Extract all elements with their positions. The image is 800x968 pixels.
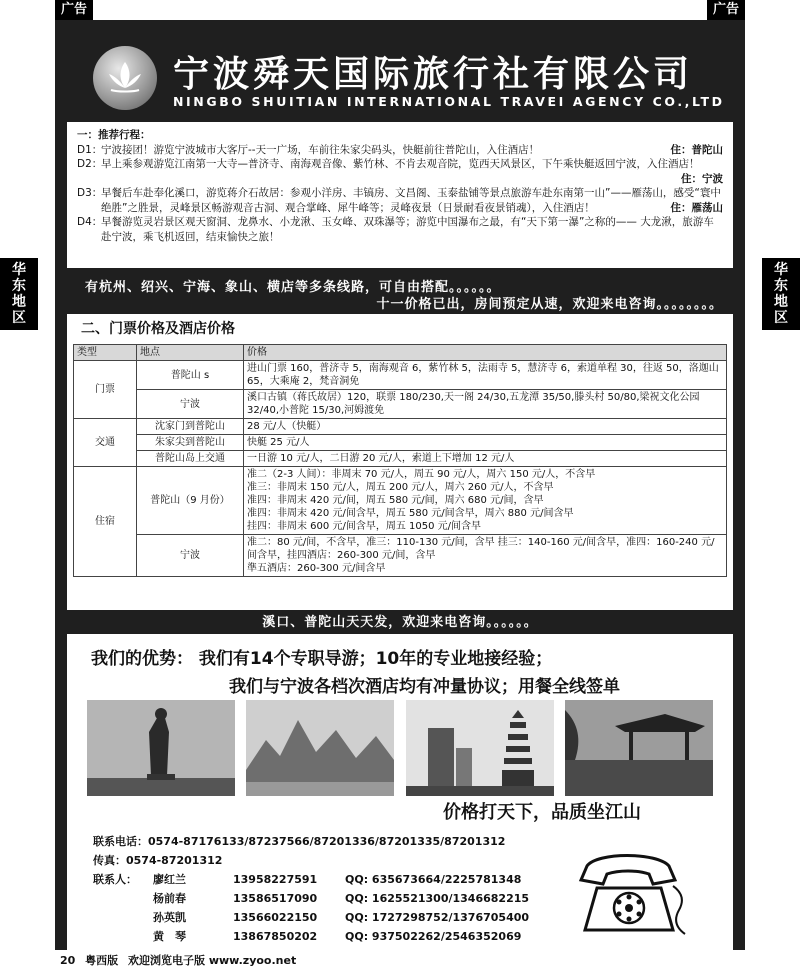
page-number: 20 [60, 954, 76, 967]
place-cell: 朱家尖到普陀山 [137, 435, 244, 451]
tel-label: 联系电话： [93, 835, 148, 848]
telephone-icon [557, 846, 697, 942]
place-cell: 普陀山（9 月份） [137, 467, 244, 535]
pavilion-photo [565, 700, 713, 796]
ad-tag: 广告 [707, 0, 745, 20]
fax-number: 0574-87201312 [126, 854, 223, 867]
contact-person [93, 908, 529, 927]
guanyin-statue-photo [87, 700, 235, 796]
ad-tag: 广告 [55, 0, 93, 20]
departure-banner: 溪口、普陀山天天发，欢迎来电咨询。。。。。。 [262, 615, 538, 630]
price-section-title: 二、门票价格及酒店价格 [81, 321, 235, 337]
col-header: 价格 [244, 345, 727, 361]
person-name: 黄 琴 [153, 930, 186, 943]
day-description: 早餐后车赴奉化溪口，游览蒋介石故居：参观小洋房、丰镐房、文昌阁、玉泰盐铺等景点旅游车赴东南第一山”——雁荡山，感受“寰中绝胜”之胜景，灵峰景区畅游观音古洞、观合掌峰、犀牛峰等；灵峰夜景（日景耐看夜景销魂），入住酒店！ [101, 187, 721, 214]
itinerary-heading: 一：推荐行程： [77, 129, 151, 141]
day-label: D2： [77, 158, 103, 170]
table-row [74, 435, 727, 451]
itinerary-day [77, 186, 723, 215]
price-cell: 一日游 10 元/人，二日游 20 元/人，索道上下增加 12 元/人 [244, 451, 727, 467]
table-row [74, 390, 727, 419]
type-cell: 门票 [74, 361, 137, 419]
person-qq: QQ: 1625521300/1346682215 [345, 892, 530, 905]
person-qq: QQ: 1727298752/1376705400 [345, 911, 530, 924]
company-name: 宁波舜天国际旅行社有限公司 [173, 54, 694, 95]
price-cell: 快艇 25 元/人 [244, 435, 727, 451]
table-row [74, 467, 727, 535]
company-header [55, 20, 745, 120]
advertisement-page [55, 20, 745, 950]
place-cell: 普陀山 s [137, 361, 244, 390]
table-row [74, 419, 727, 435]
contact-person [93, 927, 529, 946]
place-cell: 宁波 [137, 535, 244, 577]
col-header: 地点 [137, 345, 244, 361]
advantages-section [67, 634, 733, 950]
routes-banner: 有杭州、绍兴、宁海、象山、横店等多条线路，可自由搭配。。。。。。 十一价格已出，房间预定从速，欢迎来电咨询。。。。。。。。 [85, 280, 723, 312]
itinerary-day [77, 143, 723, 158]
day-description: 早餐游览灵岩景区观天窗洞、龙鼻水、小龙湫、玉女峰、双珠瀑等；游览中国瀑布之最，有“天下第一瀑”之称的—— 大龙湫，旅游车赴宁波，乘飞机返回，结束愉快之旅！ [101, 216, 714, 243]
contact-person [93, 870, 529, 889]
fax-label: 传真： [93, 854, 126, 867]
itinerary-day [77, 215, 723, 244]
website-label: 欢迎浏览电子版 www.zyoo.net [128, 954, 297, 967]
region-side-label: 华东地区 [762, 258, 800, 330]
day-stay: 住：雁荡山 [670, 201, 723, 214]
price-cell: 准二（2-3 人间）：非周末 70 元/人，周五 90 元/人，周六 150 元/人，不含早 准三：非周末 150 元/人，周五 200 元/人，周六 260 元/人，不含早 准四：非周末 420 元/间，周五 580 元/间，周六 680 元/间，含早 准四：非周末 420 元/间含早，周五 580 元/间含早，周六 880 元/间含早 挂四：非周末 600 元/间含早，周五 1050 元/间含早 [244, 467, 727, 535]
price-cell: 溪口古镇（蒋氏故居）120，联票 180/230,天一阁 24/30,五龙潭 35/50,滕头村 50/80,梁祝文化公园 32/40,小普陀 15/30,河姆渡免 [244, 390, 727, 419]
price-cell: 28 元/人（快艇） [244, 419, 727, 435]
itinerary-day [77, 157, 723, 186]
person-name: 廖红兰 [153, 873, 186, 886]
price-cell: 进山门票 160，普济寺 5，南海观音 6，紫竹林 5，法雨寺 5，慧济寺 6，索道单程 30，往返 50，洛迦山 65，大乘庵 2，梵音洞免 [244, 361, 727, 390]
lotus-logo-icon [93, 46, 157, 110]
sand-sculpture-photo [246, 700, 394, 796]
person-qq: QQ: 635673664/2225781348 [345, 873, 522, 886]
company-name-en: NINGBO SHUITIAN INTERNATIONAL TRAVEI AGENCY CO.,LTD [173, 94, 725, 109]
contact-person [93, 889, 529, 908]
place-cell: 沈家门到普陀山 [137, 419, 244, 435]
type-cell: 交通 [74, 419, 137, 467]
person-phone: 13586517090 [233, 892, 318, 905]
table-row [74, 361, 727, 390]
region-side-label: 华东地区 [0, 258, 38, 330]
person-phone: 13566022150 [233, 911, 318, 924]
slogan: 价格打天下，品质坐江山 [443, 802, 641, 823]
day-stay: 住：宁波 [681, 172, 723, 185]
col-header: 类型 [74, 345, 137, 361]
day-label: D1： [77, 143, 103, 156]
day-label: D4： [77, 216, 103, 228]
people-label: 联系人： [93, 873, 137, 886]
tel-numbers: 0574-87176133/87237566/87201336/87201335/87201312 [148, 835, 506, 848]
type-cell: 住宿 [74, 467, 137, 577]
person-phone: 13958227591 [233, 873, 318, 886]
city-pagoda-photo [406, 700, 554, 796]
table-row [74, 535, 727, 577]
advantage-line: 我们与宁波各档次酒店均有冲量协议；用餐全线签单 [229, 677, 620, 697]
advantage-line: 我们的优势： 我们有14个专职导游；10年的专业地接经验； [91, 649, 553, 669]
page-footer [60, 952, 296, 968]
table-row [74, 451, 727, 467]
person-name: 杨前春 [153, 892, 186, 905]
itinerary-section [67, 122, 733, 268]
price-table [73, 344, 727, 577]
person-name: 孙英凯 [153, 911, 186, 924]
person-phone: 13867850202 [233, 930, 318, 943]
price-section [67, 314, 733, 610]
price-cell: 准二：80 元/间，不含早，准三：110-130 元/间，含早 挂三：140-160 元/间含早，准四：160-240 元/间含早，挂四酒店：260-300 元/间，含早 準五酒店：260-300 元/间含早 [244, 535, 727, 577]
person-qq: QQ: 937502262/2546352069 [345, 930, 522, 943]
place-cell: 普陀山岛上交通 [137, 451, 244, 467]
contact-block [93, 832, 529, 946]
day-description: 宁波接团！游览宁波城市大客厅--天一广场，车前往朱家尖码头，快艇前往普陀山，入住酒店！ [101, 143, 540, 156]
day-label: D3： [77, 187, 103, 199]
day-stay: 住：普陀山 [670, 143, 723, 156]
day-description: 早上乘参观游览江南第一大寺—普济寺、南海观音像、紫竹林、不肯去观音院，览西天风景区，下午乘快艇返回宁波，入住酒店！ [101, 158, 700, 170]
place-cell: 宁波 [137, 390, 244, 419]
edition-label: 粤西版 [85, 954, 119, 967]
